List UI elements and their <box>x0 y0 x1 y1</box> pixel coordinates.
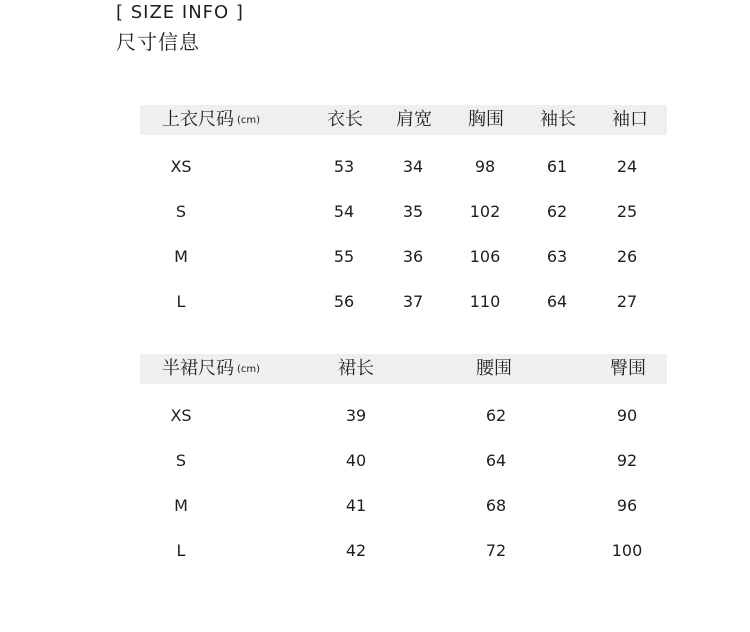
table-cell: 41 <box>345 496 367 515</box>
table-cell: 100 <box>611 541 643 560</box>
table-cell: 42 <box>345 541 367 560</box>
tops-col-header: 袖长 <box>540 109 576 130</box>
table-cell: 62 <box>485 406 507 425</box>
tops-col-header: 肩宽 <box>396 109 432 130</box>
table-cell: 55 <box>333 247 355 266</box>
table-cell: 26 <box>616 247 638 266</box>
skirt-unit: (cm) <box>237 364 261 375</box>
skirt-label-text: 半裙尺码 <box>162 358 234 379</box>
table-cell: 102 <box>469 202 501 221</box>
table-cell: 56 <box>333 292 355 311</box>
table-cell: 92 <box>616 451 638 470</box>
title-cn: 尺寸信息 <box>116 30 200 54</box>
table-cell: 27 <box>616 292 638 311</box>
table-cell: 63 <box>546 247 568 266</box>
table-cell: 61 <box>546 157 568 176</box>
table-cell: 35 <box>402 202 424 221</box>
skirt-table-label <box>162 358 260 383</box>
table-cell: 34 <box>402 157 424 176</box>
size-label: XS <box>170 406 192 425</box>
table-cell: 24 <box>616 157 638 176</box>
table-cell: 72 <box>485 541 507 560</box>
table-cell: 53 <box>333 157 355 176</box>
table-cell: 39 <box>345 406 367 425</box>
table-cell: 68 <box>485 496 507 515</box>
size-label: M <box>174 496 188 515</box>
skirt-col-header: 腰围 <box>476 358 512 379</box>
size-label: S <box>175 451 187 470</box>
table-cell: 25 <box>616 202 638 221</box>
table-cell: 40 <box>345 451 367 470</box>
skirt-col-header: 臀围 <box>610 358 646 379</box>
table-cell: 64 <box>485 451 507 470</box>
size-label: L <box>176 292 186 311</box>
size-label: M <box>174 247 188 266</box>
table-cell: 96 <box>616 496 638 515</box>
size-label: S <box>175 202 187 221</box>
table-cell: 90 <box>616 406 638 425</box>
table-cell: 36 <box>402 247 424 266</box>
tops-col-header: 胸围 <box>468 109 504 130</box>
table-cell: 106 <box>469 247 501 266</box>
size-label: L <box>176 541 186 560</box>
table-cell: 37 <box>402 292 424 311</box>
tops-label-text: 上衣尺码 <box>162 109 234 130</box>
table-cell: 98 <box>474 157 496 176</box>
table-cell: 54 <box>333 202 355 221</box>
tops-col-header: 袖口 <box>612 109 648 130</box>
skirt-col-header: 裙长 <box>338 358 374 379</box>
tops-unit: (cm) <box>237 115 261 126</box>
table-cell: 110 <box>469 292 501 311</box>
tops-table-label <box>162 109 260 134</box>
size-label: XS <box>170 157 192 176</box>
tops-col-header: 衣长 <box>327 109 363 130</box>
title-en: [ SIZE INFO ] <box>116 2 244 23</box>
table-cell: 62 <box>546 202 568 221</box>
table-cell: 64 <box>546 292 568 311</box>
